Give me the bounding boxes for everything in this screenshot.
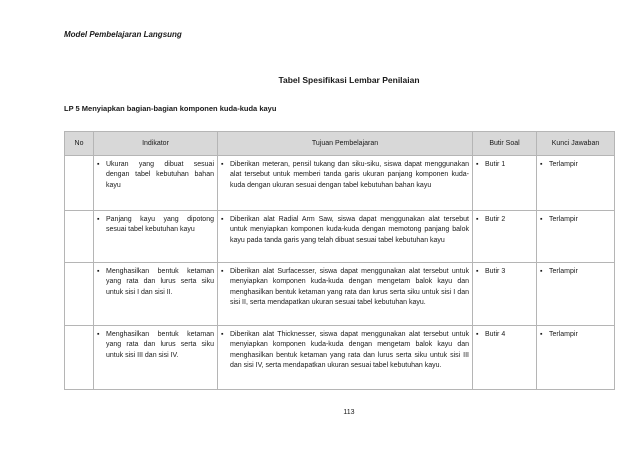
tujuan-text: Diberikan alat Radial Arm Saw, siswa dapat menggunakan alat tersebut untuk menyiapkan komponen kuda-kuda dengan memotong panjang balok kayu pada tanda garis yang telah dibuat sesuai tabel kebutuhan kayu [230, 216, 469, 244]
cell-indikator [94, 156, 218, 211]
bullet-icon: ▪ [540, 161, 543, 168]
col-header-indikator: Indikator [94, 132, 218, 156]
kunci-text: Terlampir [549, 161, 578, 168]
indikator-text: Ukuran yang dibuat sesuai dengan tabel kebutuhan bahan kayu [106, 161, 214, 189]
tujuan-text: Diberikan alat Surfacesser, siswa dapat menggunakan alat tersebut untuk menyiapkan komponen kuda-kuda dengan mengetam balok kayu dan menghasilkan bentuk ketaman yang rata dan lurus serta siku untuk sisi I dan sisi II, serta mendapatkan ukuran sesuai tabel kebutuhan kayu. [230, 268, 469, 306]
bullet-icon: ▪ [221, 331, 224, 338]
cell-butir [473, 211, 537, 263]
cell-no [65, 326, 94, 390]
table-row [65, 326, 615, 390]
butir-text: Butir 3 [485, 268, 506, 275]
cell-indikator [94, 211, 218, 263]
page-title: Tabel Spesifikasi Lembar Penilaian [278, 75, 420, 85]
cell-no [65, 211, 94, 263]
col-header-kunci: Kunci Jawaban [537, 132, 615, 156]
col-header-no: No [65, 132, 94, 156]
cell-indikator [94, 326, 218, 390]
butir-text: Butir 2 [485, 216, 506, 223]
lp-heading: LP 5 Menyiapkan bagian-bagian komponen kuda-kuda kayu [64, 104, 277, 113]
tujuan-text: Diberikan alat Thicknesser, siswa dapat menggunakan alat tersebut untuk menyiapkan komponen kuda-kuda dengan mengetam balok kayu dan menghasilkan bentuk ketaman yang rata dan lurus serta siku untuk sisi III dan sisi IV, serta mendapatkan ukuran sesuai tabel kebutuhan kayu. [230, 331, 469, 369]
page-number: 113 [343, 409, 355, 416]
table-row [65, 263, 615, 326]
cell-tujuan [218, 156, 473, 211]
bullet-icon: ▪ [540, 216, 543, 223]
cell-butir [473, 263, 537, 326]
table-row [65, 211, 615, 263]
bullet-icon: ▪ [476, 216, 479, 223]
bullet-icon: ▪ [97, 331, 100, 338]
running-header: Model Pembelajaran Langsung [64, 30, 182, 39]
cell-kunci [537, 156, 615, 211]
cell-kunci [537, 326, 615, 390]
cell-tujuan [218, 211, 473, 263]
bullet-icon: ▪ [476, 331, 479, 338]
kunci-text: Terlampir [549, 331, 578, 338]
spec-table [64, 131, 615, 390]
cell-indikator [94, 263, 218, 326]
cell-kunci [537, 211, 615, 263]
indikator-text: Panjang kayu yang dipotong sesuai tabel kebutuhan kayu [106, 216, 214, 234]
butir-text: Butir 4 [485, 331, 506, 338]
cell-tujuan [218, 326, 473, 390]
bullet-icon: ▪ [476, 268, 479, 275]
kunci-text: Terlampir [549, 268, 578, 275]
cell-butir [473, 326, 537, 390]
col-header-tujuan: Tujuan Pembelajaran [218, 132, 473, 156]
bullet-icon: ▪ [97, 268, 100, 275]
bullet-icon: ▪ [221, 161, 224, 168]
bullet-icon: ▪ [221, 216, 224, 223]
table-row [65, 156, 615, 211]
kunci-text: Terlampir [549, 216, 578, 223]
indikator-text: Menghasilkan bentuk ketaman yang rata dan lurus serta siku untuk sisi III dan sisi IV. [106, 331, 214, 359]
cell-no [65, 156, 94, 211]
indikator-text: Menghasilkan bentuk ketaman yang rata dan lurus serta siku untuk sisi I dan sisi II. [106, 268, 214, 296]
bullet-icon: ▪ [221, 268, 224, 275]
bullet-icon: ▪ [97, 216, 100, 223]
bullet-icon: ▪ [476, 161, 479, 168]
cell-tujuan [218, 263, 473, 326]
cell-no [65, 263, 94, 326]
bullet-icon: ▪ [540, 268, 543, 275]
col-header-butir: Butir Soal [473, 132, 537, 156]
bullet-icon: ▪ [540, 331, 543, 338]
table-header-row [65, 132, 615, 156]
cell-butir [473, 156, 537, 211]
tujuan-text: Diberikan meteran, pensil tukang dan siku-siku, siswa dapat menggunakan alat tersebut untuk memberi tanda garis ukuran panjang komponen kuda-kuda dengan ukuran sesuai dengan tabel kebutuhan bahan kayu [230, 161, 469, 189]
cell-kunci [537, 263, 615, 326]
bullet-icon: ▪ [97, 161, 100, 168]
butir-text: Butir 1 [485, 161, 506, 168]
